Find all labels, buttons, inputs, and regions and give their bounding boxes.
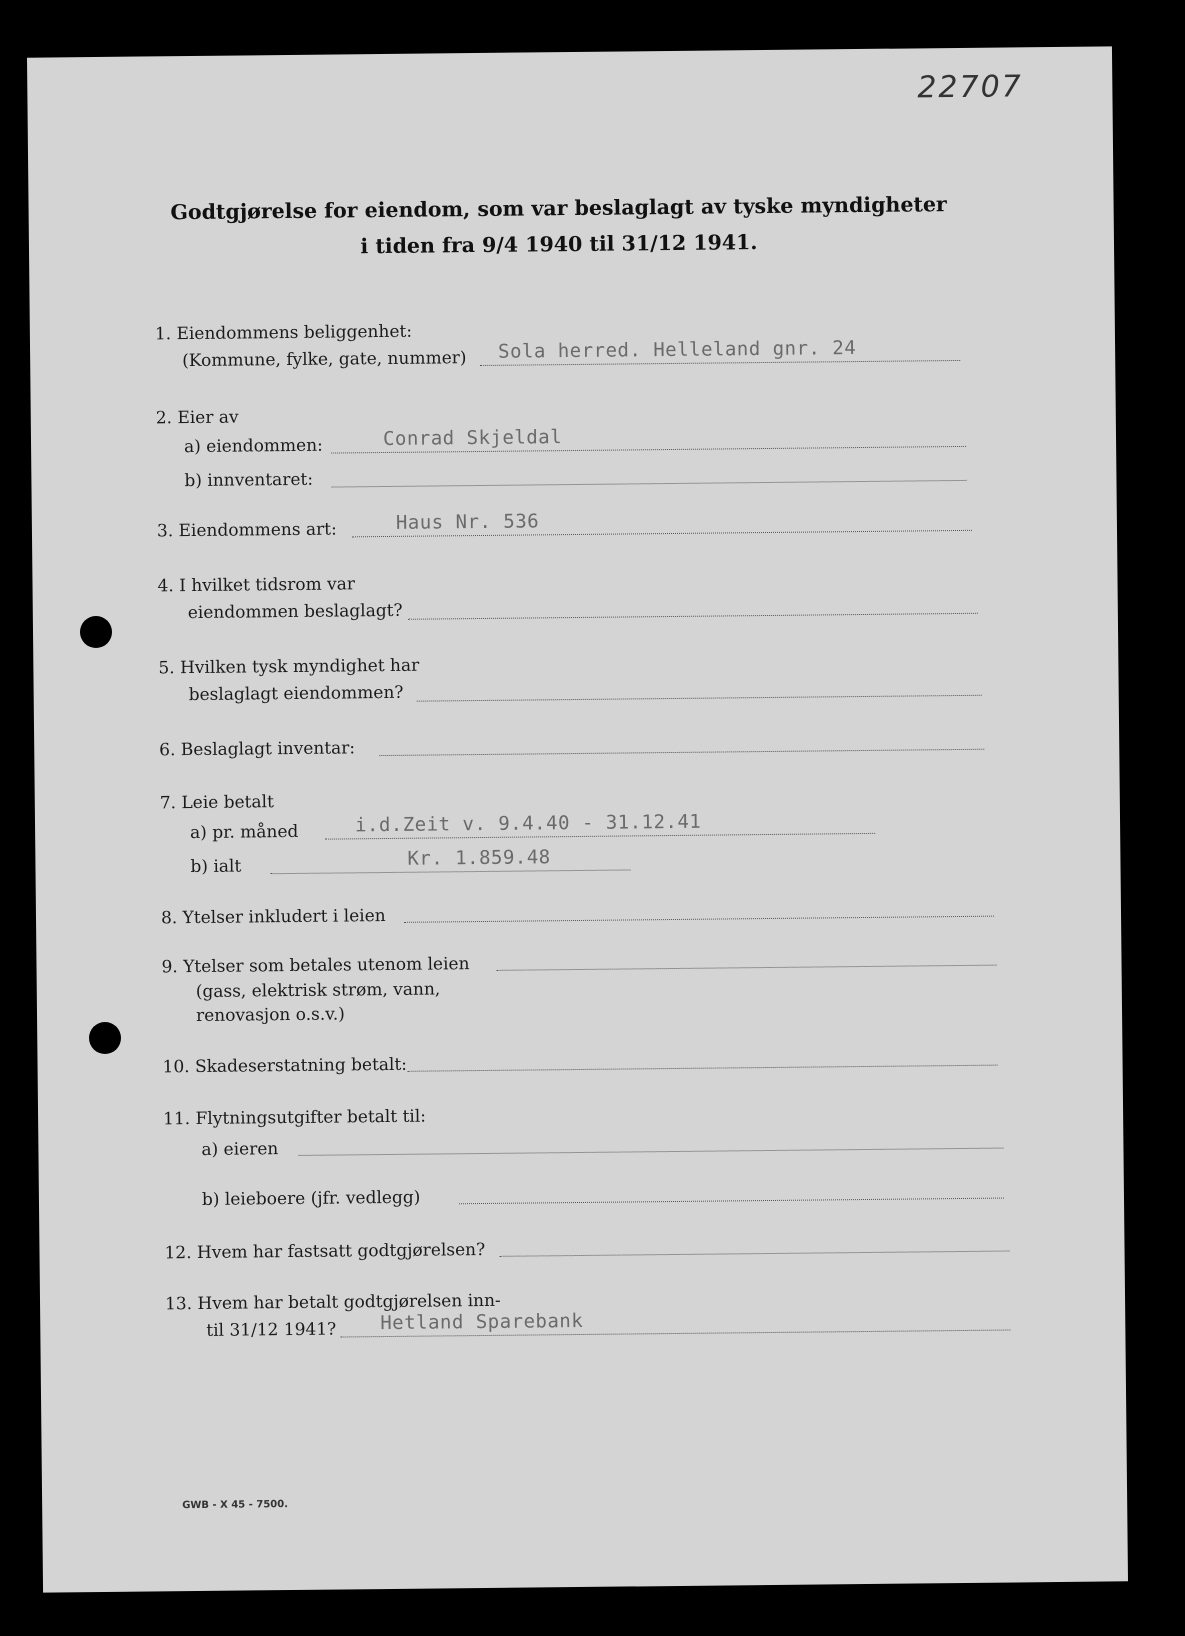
q4-label: 4. I hvilket tidsrom var	[157, 574, 356, 597]
q13-sublabel: til 31/12 1941?	[206, 1319, 337, 1341]
q2-label: 2. Eier av	[155, 407, 239, 429]
q1-label: 1. Eiendommens beliggenhet:	[154, 321, 413, 345]
q7a-label: a) pr. måned	[190, 821, 299, 844]
q11a-label: a) eieren	[201, 1139, 279, 1160]
q5-sublabel: beslaglagt eiendommen?	[188, 682, 404, 706]
q9-sublabel-1: (gass, elektrisk strøm, vann,	[195, 979, 441, 1003]
q7a-answer: i.d.Zeit v. 9.4.40 - 31.12.41	[354, 810, 702, 837]
q6-label: 6. Beslaglagt inventar:	[159, 738, 356, 761]
q9-sublabel-2: renovasjon o.s.v.)	[195, 1004, 345, 1027]
q11-label: 11. Flytningsutgifter betalt til:	[163, 1106, 427, 1130]
q11b-line	[459, 1198, 1004, 1205]
q5-line	[417, 695, 982, 702]
q10-label: 10. Skadeserstatning betalt:	[162, 1054, 408, 1078]
title-line-1: Godtgjørelse for eiendom, som var beslaglagt av tyske myndigheter	[170, 192, 947, 225]
q12-line	[500, 1250, 1010, 1256]
q8-label: 8. Ytelser inkludert i leien	[160, 906, 386, 929]
page-title	[108, 185, 1009, 266]
punch-hole-bottom	[89, 1022, 121, 1054]
q1-answer: Sola herred. Helleland gnr. 24	[497, 337, 857, 363]
q11a-line	[298, 1148, 1003, 1156]
q4-line	[408, 613, 978, 620]
q7b-line	[271, 869, 631, 874]
document-number: 22707	[917, 69, 1023, 106]
q9-line	[497, 965, 997, 971]
q2b-label: b) innventaret:	[184, 469, 314, 492]
q8-line	[404, 916, 994, 923]
q7-label: 7. Leie betalt	[159, 792, 274, 814]
form-sheet	[27, 46, 1128, 1592]
punch-hole-top	[80, 616, 112, 648]
q2a-answer: Conrad Skjeldal	[382, 426, 563, 451]
q7b-answer: Kr. 1.859.48	[407, 846, 551, 870]
q10-line	[408, 1065, 998, 1072]
printer-mark: GWB - X 45 - 7500.	[182, 1499, 289, 1512]
q3-answer: Haus Nr. 536	[395, 510, 540, 534]
q11b-label: b) leieboere (jfr. vedlegg)	[201, 1187, 421, 1210]
title-line-2: i tiden fra 9/4 1940 til 31/12 1941.	[360, 230, 758, 259]
q1-sublabel: (Kommune, fylke, gate, nummer)	[182, 348, 467, 372]
q13-label: 13. Hvem har betalt godtgjørelsen inn-	[164, 1290, 501, 1315]
q2a-label: a) eiendommen:	[183, 435, 323, 458]
q13-answer: Hetland Sparebank	[380, 1309, 584, 1335]
q5-label: 5. Hvilken tysk myndighet har	[158, 655, 420, 679]
q3-label: 3. Eiendommens art:	[156, 519, 337, 542]
q9-label: 9. Ytelser som betales utenom leien	[161, 954, 470, 978]
q12-label: 12. Hvem har fastsatt godtgjørelsen?	[164, 1239, 486, 1264]
q7b-label: b) ialt	[190, 856, 242, 878]
q4-sublabel: eiendommen beslaglagt?	[187, 600, 403, 624]
q6-line	[379, 749, 984, 756]
q2b-line	[332, 480, 967, 488]
